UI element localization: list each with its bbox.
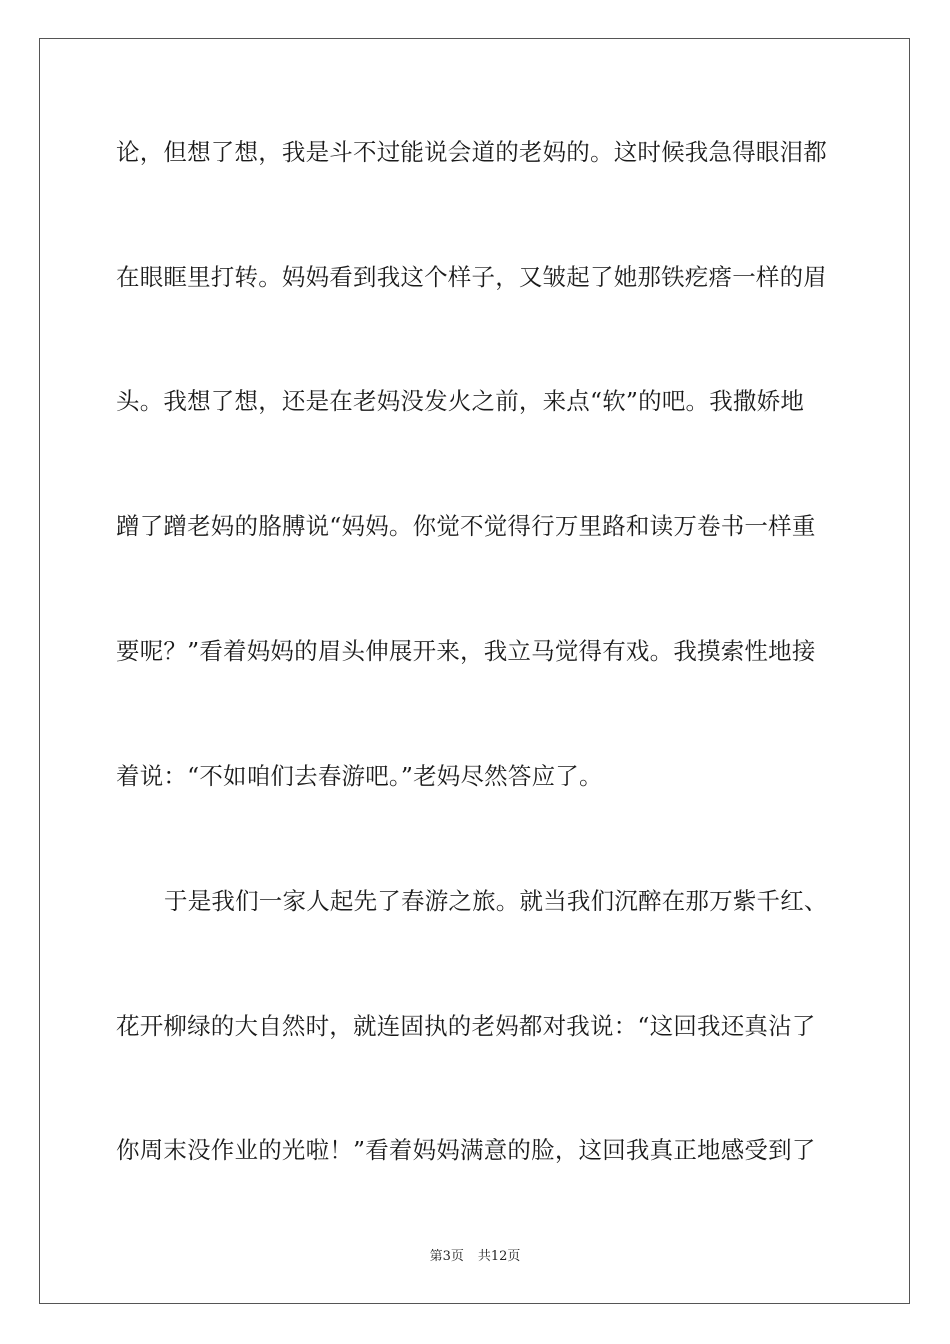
page-number-current: 第3页 (429, 1249, 464, 1264)
page-number-total: 共12页 (477, 1249, 521, 1264)
paragraph-line: 要呢？”看着妈妈的眉头伸展开来，我立马觉得有戏。我摸索性地接 (116, 637, 816, 665)
paragraph-line: 在眼眶里打转。妈妈看到我这个样子，又皱起了她那铁疙瘩一样的眉 (116, 263, 827, 291)
page-footer (0, 1248, 950, 1266)
paragraph-line: 头。我想了想，还是在老妈没发火之前，来点“软”的吧。我撒娇地 (116, 387, 805, 415)
paragraph-line-indented: 于是我们一家人起先了春游之旅。就当我们沉醉在那万紫千红、 (164, 887, 828, 915)
paragraph-line: 蹭了蹭老妈的胳膊说“妈妈。你觉不觉得行万里路和读万卷书一样重 (116, 512, 816, 540)
paragraph-line: 论，但想了想，我是斗不过能说会道的老妈的。这时候我急得眼泪都 (116, 138, 827, 166)
paragraph-line: 你周末没作业的光啦！”看着妈妈满意的脸，这回我真正地感受到了 (116, 1136, 816, 1164)
paragraph-line: 着说：“不如咱们去春游吧。”老妈尽然答应了。 (116, 762, 603, 790)
page-border (39, 38, 910, 1304)
paragraph-line: 花开柳绿的大自然时，就连固执的老妈都对我说：“这回我还真沾了 (116, 1012, 816, 1040)
